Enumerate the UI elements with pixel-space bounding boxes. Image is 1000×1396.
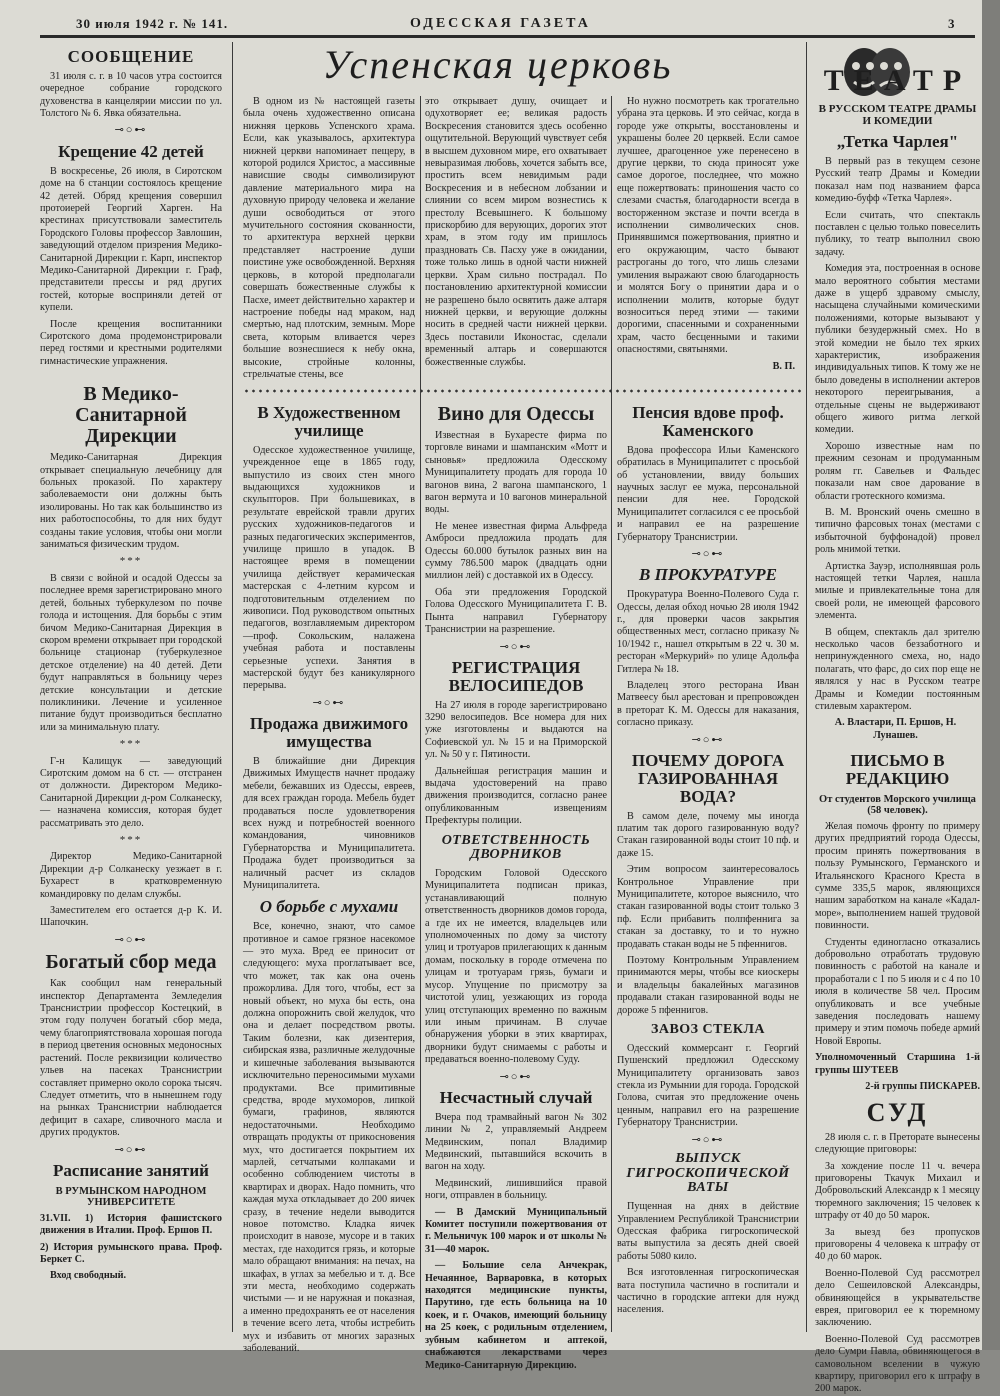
main-article-col-3 bbox=[425, 96, 607, 386]
page-number: 3 bbox=[948, 16, 956, 31]
gazirovannaya-p2: Этим вопросом заинтересовалось Контрольное Управление при Муниципалитете, которое выяснило, что стакан газированной воды стоит только 3 пф. Если прибавить полпфеннига за стакан за доставку, то и то нужно продавать стакан воды не 5 пфеннигов. bbox=[617, 864, 799, 950]
hud-uchilishche-text: Одесское художественное училище, учрежденное еще в 1865 году, выпустило из своих стен много выдающихся художников и скульпторов. При большевиках, в результате еврейской травли других русских художников-педагогов и разных педагогических экспериментов, училище пришло в упадок. В настоящее время в помещении училища действует керамическая мастерская с 4-летним курсом и подготовительным отделением по живописи. Под руководством опытных педагогов, возглавляемым директором—проф. Сокольским, налажена учебная работа и поставлены серьезные успехи. Занятия в мастерской будут без каникулярного перерыва. bbox=[243, 444, 415, 692]
zavoz-text: Одесский коммерсант г. Георгий Пушенский предложил Одесскому Муниципалитету организовать завоз стекла из Румынии для города. Городской Голова, считая это предложение очень ценным, направил его на разрешение Губернатору Транснистрии. bbox=[617, 1042, 799, 1129]
muhi-title: О борьбе с мухами bbox=[259, 897, 399, 917]
ornament: ⊸○⊷ bbox=[499, 640, 533, 653]
column-divider bbox=[232, 42, 233, 1332]
ornament: ⊸○⊷ bbox=[691, 1133, 725, 1146]
ornament: *** bbox=[119, 555, 143, 568]
ornament: ⊸○⊷ bbox=[114, 124, 148, 137]
teatr-subtitle: В РУССКОМ ТЕАТРЕ ДРАМЫ И КОМЕДИИ bbox=[818, 103, 977, 127]
ornament: ⊸○⊷ bbox=[114, 933, 148, 946]
column-3 bbox=[425, 398, 607, 1371]
column-divider bbox=[611, 96, 612, 1332]
prokuratura-p2: Владелец этого ресторана Иван Матвеесу был арестован и препровожден в преторат К. М. Одессы для наказания, согласно приказу. bbox=[617, 680, 799, 729]
sud-p1: 28 июля с. г. в Преторате вынесены следующие приговоры: bbox=[815, 1131, 980, 1156]
main-article-text-3: Но нужно посмотреть как трогательно убрана эта церковь. И это сейчас, когда в городе уже открыты, восстановлены и украшены более 20 церквей. Если самое лучшее, драгоценное уже перенесено в другие церкви, то сюда приносят уже самое дорогое, последнее, что можно еще пожертвовать: приношения часто со слезами счастья, благодарности всегда в восторженном экстазе и почти всегда в исполнении символических снов. Принявшимся пожертвования, приятно и его окружающим, часто бывают растроганы до того, что лишь слезами умиления выражают свою благодарность и молятся Богу о принятии дара и о исполнении молитв, которые будут возноситься перед этими — такими дорогими, спасенными и сохраненными храм, часто бесценными и такими опасностями, святынями. bbox=[617, 96, 799, 356]
med-sbor-text: Как сообщил нам генеральный инспектор Департамента Земледелия Транснистрии профессор Костецкий, в этом году получен богатый сбор меда, чему благоприятствовала хорошая погода в период цветения основных медоносных растений. После реквизиции количество ульев на пасеках Транснистрии составляет примерно около сорока тысяч. Следует отметить, что в нынешнем году на рынках Транснистрии наблюдается дефицит в сахаре, сливочного масла и других продуктов. bbox=[40, 978, 222, 1139]
ornament: ⊸○⊷ bbox=[691, 733, 725, 746]
sud-p3: За выезд без пропусков приговорены 4 человека к штрафу от 40 до 60 марок. bbox=[815, 1226, 980, 1263]
vypusk-p2: Вся изготовленная гигроскопическая вата поступила частично в госпитали и частично в городские аптеки для нужд населения. bbox=[617, 1267, 799, 1316]
teatr-p2: Если считать, что спектакль поставлен с целью только повеселить публику, то театр выполнил свою задачу. bbox=[815, 209, 980, 258]
newspaper-title: ОДЕССКАЯ ГАЗЕТА bbox=[410, 16, 591, 31]
column-divider bbox=[806, 42, 807, 1332]
teatr-p1: В первый раз в текущем сезоне Русский театр Драмы и Комедии показал нам под названием фарса комедию-буфф «Тетка Чарлея». bbox=[815, 155, 980, 205]
medsan-p4: Директор Медико-Санитарной Дирекции д-р Солканеску уезжает в г. Бухарест в кратковременную командировку по делам службы. bbox=[40, 851, 222, 900]
ornament: ⊸○⊷ bbox=[114, 1143, 148, 1156]
raspisanie-item-1: 31.VII. 1) История фашистского движения в Италии. Проф. Ершов П. bbox=[40, 1212, 222, 1237]
prokuratura-p1: Прокуратура Военно-Полевого Суда г. Одессы, делая обход ночью 28 июля 1942 г., для проверки часов закрытия общественных мест, согласно приказу № 10/1942 г., нашел открытым в 22 ч. 30 м. ресторан «Меркурий» по улице Адольфа Гитлера № 18. bbox=[617, 589, 799, 675]
vino-p2: Не менее известная фирма Альфреда Амброси предложила продать для Одессы 60.000 бутылок разных вин на сумму 786.500 марок (двадцать одни миллион лей) с доставкой их в Одессу. bbox=[425, 520, 607, 582]
registraciya-title: РЕГИСТРАЦИЯ ВЕЛОСИПЕДОВ bbox=[448, 657, 584, 695]
raspisanie-title: Расписание занятий bbox=[53, 1160, 209, 1180]
vino-p1: Известная в Бухаресте фирма по торговле винами и шампанским «Мотт и сыновья» предложила Одесскому Муниципалитету продать для города 10 вагонов вина, 2 вагона шампанского, 1 вагон вермута и 10 вагонов минеральной воды. bbox=[425, 430, 607, 516]
pozhertvovaniya-text: — В Дамский Муниципальный Комитет поступили пожертвования от г. Мельничук 100 марок и от школы № 31—40 марок. bbox=[425, 1206, 607, 1255]
medsan-title: В Медико-Санитарной Дирекции bbox=[75, 383, 187, 448]
teatr-p5: В. М. Вронский очень смешно в типично фарсовых тонах (местами с избыточной буффонадой) провел роль мнимой тетки. bbox=[815, 506, 980, 556]
vypusk-p1: Пущенная на днях в действие Управлением Республикой Транснистрии Одесская фабрика гигроскопической ваты выпустила за десять дней своей работы 5080 кило. bbox=[617, 1201, 799, 1262]
issue-date: 30 июля 1942 г. № 141. bbox=[76, 16, 229, 31]
play-title: „Тетка Чарлея" bbox=[836, 132, 959, 152]
sud-p2: За хождение после 11 ч. вечера приговорены Ткачук Михаил и Добровольский Александр к 1 месяцу тюремного заключения; 15 человек к штрафу от 40 до 50 марок. bbox=[815, 1160, 980, 1222]
medsan-p2: В связи с войной и осадой Одессы за последнее время зарегистрировано много детей, больных туберкулезом по почве голода и истощения. Для борьбы с этим бичом Медико-Санитарная Дирекция в скором времени открывает при городской больнице стационар (туберкулезное детское отделение) на 40 детей. Дети будут направляться в больницу через детские консультации и детские поликлиники. Лечение и усиленное питание будут производиться бесплатно или за минимальную плату. bbox=[40, 572, 222, 733]
neschastny-p1: Вчера под трамвайный вагон № 302 линии № 2, управляемый Андреем Медвинским, попал Владимир Медвинский, пытавшийся вскочить в вагон на ходу. bbox=[425, 1111, 607, 1173]
ornament: *** bbox=[119, 738, 143, 751]
sud-p5: Военно-Полевой Суд рассмотрев дело Сумри Павла, обвиняющегося в самовольном вселении в чужую квартиру, приговорил его к штрафу в 200 марок. bbox=[815, 1333, 980, 1395]
sud-p4: Военно-Полевой Суд рассмотрел дело Сешеиловской Александры, обвиняющейся в укрывательстве еврея, приговорил ее к тюремному заключению. bbox=[815, 1267, 980, 1329]
vino-title: Вино для Одессы bbox=[437, 403, 595, 425]
vypusk-title: ВЫПУСК ГИГРОСКОПИЧЕСКОЙ ВАТЫ bbox=[626, 1151, 790, 1196]
prokuratura-title: В ПРОКУРАТУРЕ bbox=[639, 565, 777, 585]
pensiya-title: Пенсия вдове проф. Каменского bbox=[632, 403, 784, 440]
teatr-title: ТЕАТР bbox=[823, 64, 972, 97]
pismo-subtitle: От студентов Морского училища (58 человек). bbox=[819, 793, 976, 816]
ornament: ⊸○⊷ bbox=[312, 696, 346, 709]
column-divider bbox=[420, 96, 421, 1332]
ornament: ⊸○⊷ bbox=[499, 1070, 533, 1083]
main-article-text-2: это открывает душу, очищает и одухотворяет ее; великая радость Воскресения становится здесь особенно ощутительной. Верующий чувствует себя в высшем духовном мире, его охватывает невыразимая любовь, хочется забыть все, простить всем невидимым ради Воскресения и в небесном лобзании и слиянии со всем миром вознестись к престолу Всевышнего. К большому прискорбию для верующих, дорогих этот храм, в этом году им пришлось праздновать Св. Пасху уже в ожидании, тоже только лишь в одной части нижней церкви. Храм сильно пострадал. По постановлению архитектурной комиссии не разрешено было освятить даже алтаря нижней церкви, и верующие должны носить в средней части нижней церкви. Здесь поставили Иконостас, сделали временный алтарь и совершаются божественные службы. bbox=[425, 96, 607, 368]
gazirovannaya-p1: В самом деле, почему мы иногда платим так дорого газированную воду? Стакан газированной воды стоит 10 пф. и даже 15. bbox=[617, 810, 799, 859]
med-sbor-title: Богатый сбор меда bbox=[45, 951, 217, 974]
main-article-col-4 bbox=[617, 96, 799, 386]
prodazha-title: Продажа движимого имущества bbox=[249, 714, 409, 752]
soobshchenie-text: 31 июля с. г. в 10 часов утра состоится очередное собрание городского духовенства в канцелярии миссии по ул. Толстого № 6. Явка обязательна. bbox=[40, 70, 222, 120]
column-5 bbox=[815, 42, 980, 1395]
pismo-p1: Желая помочь фронту по примеру других предприятий города Одессы, просим принять пожертвования в пользу Румынского, Германского и Итальянского Красного Креста в сумме 335,5 марок, являющихся нашим заработком на канале «Кадал-море», выполнением нашей трудовой повинности. bbox=[815, 820, 980, 932]
pensiya-text: Вдова профессора Ильи Каменского обратилась в Муниципалитет с просьбой об установлении, ввиду больших научных заслуг ее мужа, персональной пенсии для нее. Городской Муниципалитет согласился с ее просьбой и направил ее на разрешение Губернатору Транснистрии. bbox=[617, 444, 799, 543]
kreshchenie-p2: После крещения воспитанники Сиротского дома продемонстрировали перед гостями и крестными родителями гимнастические упражнения. bbox=[40, 318, 222, 367]
teatr-p6: Артистка Зауэр, исполнявшая роль настоящей тетки Чарлея, нашла милые и привлекательные тона для своей роли, не имеющей фарсового элемента. bbox=[815, 560, 980, 622]
registraciya-p1: На 27 июля в городе зарегистрировано 3290 велосипедов. Все номера для них уже изготовлены и выдаются на Софиевской ул. № 15 и на Приморской ул. № 50 у г. Пятиности. bbox=[425, 699, 607, 761]
pismo-p2: Студенты единогласно отказались добровольно отработать трудовую повинность с работой на канале и проработали с 1 по 5 июля и с 4 по 10 июля в количестве 58 чел. Просим опубликовать и все учебные заведения последовать нашему примеру и этим помочь победе армий Новой Европы. bbox=[815, 936, 980, 1047]
registraciya-p2: Дальнейшая регистрация машин и выдача удостоверений на право движения производится, согласно ранее опубликованным извещениям Префектуры полиции. bbox=[425, 765, 607, 827]
gazirovannaya-title: ПОЧЕМУ ДОРОГА ГАЗИРОВАННАЯ ВОДА? bbox=[631, 751, 785, 806]
raspisanie-subtitle: В РУМЫНСКОМ НАРОДНОМ УНИВЕРСИТЕТЕ bbox=[55, 1185, 207, 1208]
main-article-signature: В. П. bbox=[772, 360, 795, 372]
medsan-p3: Г-н Калищук — заведующий Сиротским домом на 6 ст. — отстранен от должности. Директором Медико-Санитарной Дирекции д-ром Солканеску, — назначена комиссия, которая будет рассматривать это дело. bbox=[40, 755, 222, 829]
ornament: ⊸○⊷ bbox=[691, 547, 725, 560]
sud-title: СУД bbox=[866, 1098, 929, 1128]
column-1 bbox=[40, 42, 222, 1332]
zavoz-title: ЗАВОЗ СТЕКЛА bbox=[650, 1022, 766, 1038]
header-rule bbox=[40, 35, 975, 38]
pismo-title: ПИСЬМО В РЕДАКЦИЮ bbox=[845, 751, 950, 789]
kreshchenie-title: Крещение 42 детей bbox=[58, 141, 204, 161]
dotted-separator bbox=[243, 388, 803, 394]
neschastny-title: Несчастный случай bbox=[439, 1087, 593, 1107]
raspisanie-item-2: 2) История румынского права. Проф. Беркет С. bbox=[40, 1241, 222, 1266]
teatr-p3: Комедия эта, построенная в основе мало вероятного события местами даже в ущерб здравому смыслу, насыщена случайными комическими положениями, которые вызывают у публики безудержный смех. Но в этой комедии не было тех ярких характеристик, изображения индивидуальных типов. К тому же не было доведены в исполнении актеров некоторого переигрывания, а отдельные сцены не выдерживают общего живого ритма легкой комедии. bbox=[815, 263, 980, 436]
sela-text: — Большие села Анчекрак, Нечаянное, Варваровка, в которых находятся медицинские пункты, Парутино, где есть больница на 10 коек, и г. Очаков, имеющий больницу на 25 коек, с родильным отделением, зубным кабинетом и аптекой, снабжаются лекарствами через Медико-Санитарную Дирекцию. bbox=[425, 1260, 607, 1371]
otvetstvennost-text: Городским Головой Одесского Муниципалитета подписан приказ, устанавливающий полную ответственность дворников домов города, а где их не имеется, владельцев или уполномоченных по дому за чистоту улиц и тротуаров прилегающих к данным домам, поскольку в городе отмечена по улицам и тротуарам грязь, бумаги и мусор. Упущение по присмотру за чистотой улиц, уезжающих из города улиц отступающих временно по важным или иным причинам. В случае обнаружения уборки в этих квартирах, дворники будут снимаемы с работы и предаваться военно-полевому Суду. bbox=[425, 868, 607, 1066]
hud-uchilishche-title: В Художественном училище bbox=[257, 403, 401, 440]
scan-edge bbox=[982, 0, 1000, 1350]
column-2 bbox=[243, 398, 415, 1355]
main-article-title: Успенская церковь bbox=[322, 42, 673, 87]
vino-p3: Оба эти предложения Городской Голова Одесского Муниципалитета Г. В. Пынта направил Губернатору Транснистрии на разрешение. bbox=[425, 586, 607, 636]
main-article-col-2 bbox=[243, 96, 415, 386]
teatr-p4: Хорошо известные нам по прежним сезонам и продуманным ролям гг. Савельев и Фальдес показали нам свое дарование в области гротескного комизма. bbox=[815, 440, 980, 502]
soobshchenie-title: СООБЩЕНИЕ bbox=[67, 47, 195, 66]
gazirovannaya-p3: Поэтому Контрольным Управлением принимаются меры, чтобы все киоскеры и владельцы бакалейных магазинов продавали стакан газированной воды не дороже 5 пфеннигов. bbox=[617, 955, 799, 1016]
teatr-p7: В общем, спектакль дал зрителю несколько часов беззаботного и непринужденного смеха, но, надо полагать, что фарс, до сих пор еще не являлся у нас в Русском театре Драмы и Комедии постоянным стилевым характером. bbox=[815, 626, 980, 712]
neschastny-p2: Медвинский, лишившийся правой ноги, отправлен в больницу. bbox=[425, 1177, 607, 1202]
medsan-p1: Медико-Санитарная Дирекция открывает специальную лечебницу для больных проказой. По характеру заболеваемости они должны быть изолированы. Но так как большинство из них работоспособны, то для них будут созданы такие условия, чтобы они могли заниматься физическим трудом. bbox=[40, 452, 222, 551]
otvetstvennost-title: ОТВЕТСТВЕННОСТЬ ДВОРНИКОВ bbox=[441, 832, 591, 863]
ornament: *** bbox=[119, 834, 143, 846]
medsan-p5: Заместителем его остается д-р К. И. Шапочкин. bbox=[40, 905, 222, 929]
column-4 bbox=[617, 398, 799, 1332]
prodazha-text: В ближайшие дни Дирекция Движимых Имуществ начнет продажу мебели, бежавших из Одессы, евреев, для всех граждан города. Мебель будет продаваться после удовлетворения всех нужд и потребностей военного командования, чиновников Губернаторства и Муниципалитета. Продажа будет производиться за наличный расчет из складов Муниципалитета. bbox=[243, 755, 415, 891]
muhi-text: Все, конечно, знают, что самое противное и самое грязное насекомое — это муха. Вред ее приносит от следующего: муха проглатывает все, что может, так как она очень прожорлива. Для того, чтобы, ест за новый объект, но муха бы есть, она должна опорожнить свой желудок, что она и делает посредством рвоты. Таким болезни, как дизентерия, сибирская язва, различные желудочные и кишечные заболевания вызываются исключительно переносимыми мухами продуктами. Все примитивные средства, вроде мухоморов, липкой бумаги, графинов, являются недостаточными. Необходимо отвращать продукты от прикосновения мух, что достигается покрытием их марлей, сетчатыми колпаками и особенно соблюдением чистоты в квартирах и дворах. Надо помнить, что каждая муха откладывает до 200 яичек сразу, в течение недели выводится новое потомство. Кладка яичек происходит в навозе, мусоре и в таких местах, где находится грязь, и которые мало обращают внимания: на печах, на шкафах, в углах за мебелью и т. д. Все эти места, необходимо содержать чистыми — и не наружная и показная, а именно предохранять ее от населения в течение всего лета, чтобы истребить мух и избавить от многих заразных заболеваний. bbox=[243, 921, 415, 1355]
kreshchenie-p1: В воскресенье, 26 июля, в Сиротском доме на 6 станции состоялось крещение 42 детей. Обряд крещения совершил протоиерей Георгий Харген. На крестинах присутствовали заместитель Городского Головы профессор Завлошин, заведующий отделом призрения Медико-Санитарной Дирекции г. Карп, инспектор Медико-Санитарной Дирекции г. Граф, представители прессы и ряд других гостей, которые восприняли детей от купели. bbox=[40, 165, 222, 314]
main-article-text-1: В одном из № настоящей газеты была очень художественно описана нижняя церковь Успенского храма. Если, как указывалось, архитектура нижней церкви напоминает пещеру, в которой родился Христос, а массивные нависшие своды символизируют давление материального мира на духовную природу человека и желание души освободиться от этого мучительного состояния скованности, то архитектура верхней церкви представляет настроение души поистине уже освобожденной. Верхняя церковь, в которой предполагали совершать божественные службы к Пасхе, имеет действительно характер и настроение победы над мраком, над смертью, над плотским, земным. Море света, которым вливается через большие вознесшиеся к небу окна, высокие, стройные колонны, стрельчатые стены, все bbox=[243, 96, 415, 380]
pismo-signature-2: 2-й группы ПИСКАРЕВ. bbox=[865, 1081, 980, 1093]
teatr-signature: А. Властари, П. Ершов, Н. Лунашев. bbox=[834, 717, 957, 741]
raspisanie-item-3: Вход свободный. bbox=[50, 1270, 127, 1282]
pismo-signature-1: Уполномоченный Старшина 1-й группы ШУТЕЕВ bbox=[815, 1052, 980, 1076]
